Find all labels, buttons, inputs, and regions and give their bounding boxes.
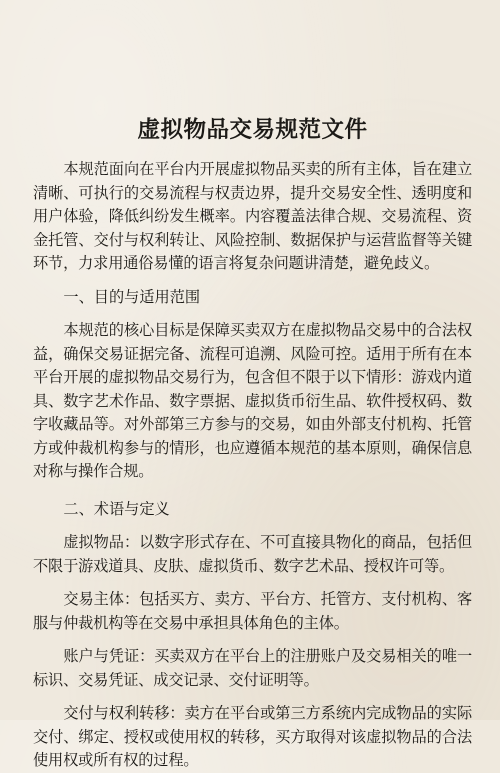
intro-paragraph: 本规范面向在平台内开展虚拟物品买卖的所有主体，旨在建立清晰、可执行的交易流程与权责边界，提升交易安全性、透明度和用户体验，降低纠纷发生概率。内容覆盖法律合规、交易流程、资金托管、交付与权利转让、风险控制、数据保护与运营监督等关键环节，力求用通俗易懂的语言将复杂问题讲清楚，避免歧义。 [33, 160, 472, 272]
purpose-paragraph: 本规范的核心目标是保障买卖双方在虚拟物品交易中的合法权益，确保交易证据完备、流程可追溯、风险可控。适用于所有在本平台开展的虚拟物品交易行为，包含但不限于以下情形：游戏内道具、数字艺术作品、数字票据、虚拟货币衍生品、软件授权码、数字收藏品等。对外部第三方参与的交易，如由外部支付机构、托管方或仲裁机构参与的情形，也应遵循本规范的基本原则，确保信息对称与操作合规。 [33, 321, 472, 480]
document-title: 虚拟物品交易规范文件 [137, 117, 368, 143]
section-heading-terms: 二、术语与定义 [63, 499, 170, 518]
section-heading-purpose: 一、目的与适用范围 [63, 287, 201, 306]
term-trading-parties: 交易主体：包括买方、卖方、平台方、托管方、支付机构、客服与仲裁机构等在交易中承担具体角色的主体。 [33, 590, 472, 632]
term-delivery-transfer: 交付与权利转移：卖方在平台或第三方系统内完成物品的实际交付、绑定、授权或使用权的转移，买方取得对该虚拟物品的合法使用权或所有权的过程。 [33, 704, 472, 769]
term-virtual-goods: 虚拟物品：以数字形式存在、不可直接具物化的商品，包括但不限于游戏道具、皮肤、虚拟货币、数字艺术品、授权许可等。 [33, 533, 472, 575]
term-account-credentials: 账户与凭证：买卖双方在平台上的注册账户及交易相关的唯一标识、交易凭证、成交记录、交付证明等。 [33, 647, 472, 689]
